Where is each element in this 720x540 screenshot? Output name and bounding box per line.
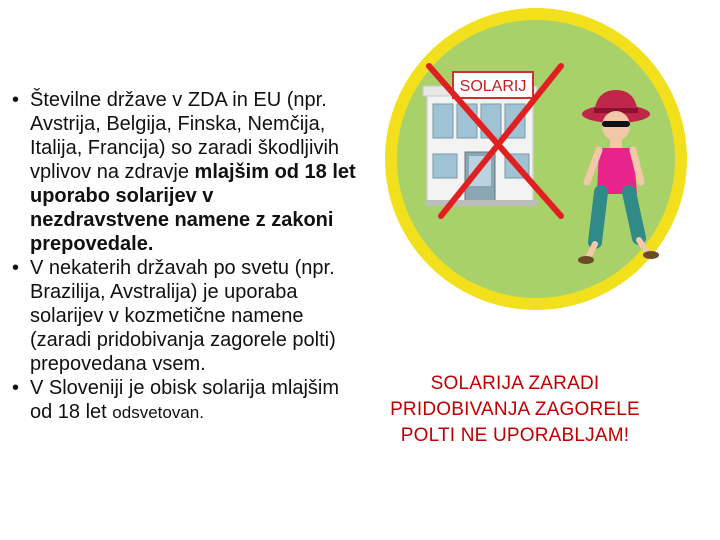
bullet-text-bold: mlajšim od 18 let uporabo solarijev v nezdravstvene namene z zakoni prepovedale. bbox=[30, 161, 356, 255]
bullet-text: V nekaterih državah po svetu (npr. Brazilija, Avstralija) je uporaba solarijev v kozmetične namene (zaradi pridobivanja zagorele polti) prepovedana vsem. bbox=[30, 257, 336, 375]
solarium-building-icon bbox=[423, 86, 537, 206]
bullet-text: Številne države v ZDA in EU (npr. Avstrija, Belgija, Finska, Nemčija, Italija, Francija) so zaradi škodljivih vplivov na zdravje bbox=[30, 89, 340, 183]
bullet-item-3 bbox=[12, 376, 357, 425]
slogan-line-1: SOLARIJA ZARADI bbox=[430, 373, 600, 394]
slogan-caption bbox=[360, 371, 670, 449]
slogan-line-3: POLTI NE UPORABLJAM! bbox=[400, 425, 630, 446]
solarij-sign bbox=[453, 72, 533, 98]
bullet-text: V Sloveniji je obisk solarija mlajšim od 18 let bbox=[30, 377, 339, 423]
bullet-list bbox=[12, 88, 357, 425]
bullet-marker: • bbox=[12, 377, 20, 399]
bullet-marker: • bbox=[12, 257, 20, 279]
bullet-item-2 bbox=[12, 256, 357, 376]
no-solarium-illustration bbox=[381, 4, 691, 314]
sign-label: SOLARIJ bbox=[459, 78, 527, 95]
bullet-text-small: odsvetovan. bbox=[112, 403, 204, 422]
slogan-line-2: PRIDOBIVANJA ZAGORELE bbox=[390, 399, 640, 420]
bullet-item-1 bbox=[12, 88, 357, 256]
bullet-marker: • bbox=[12, 89, 20, 111]
